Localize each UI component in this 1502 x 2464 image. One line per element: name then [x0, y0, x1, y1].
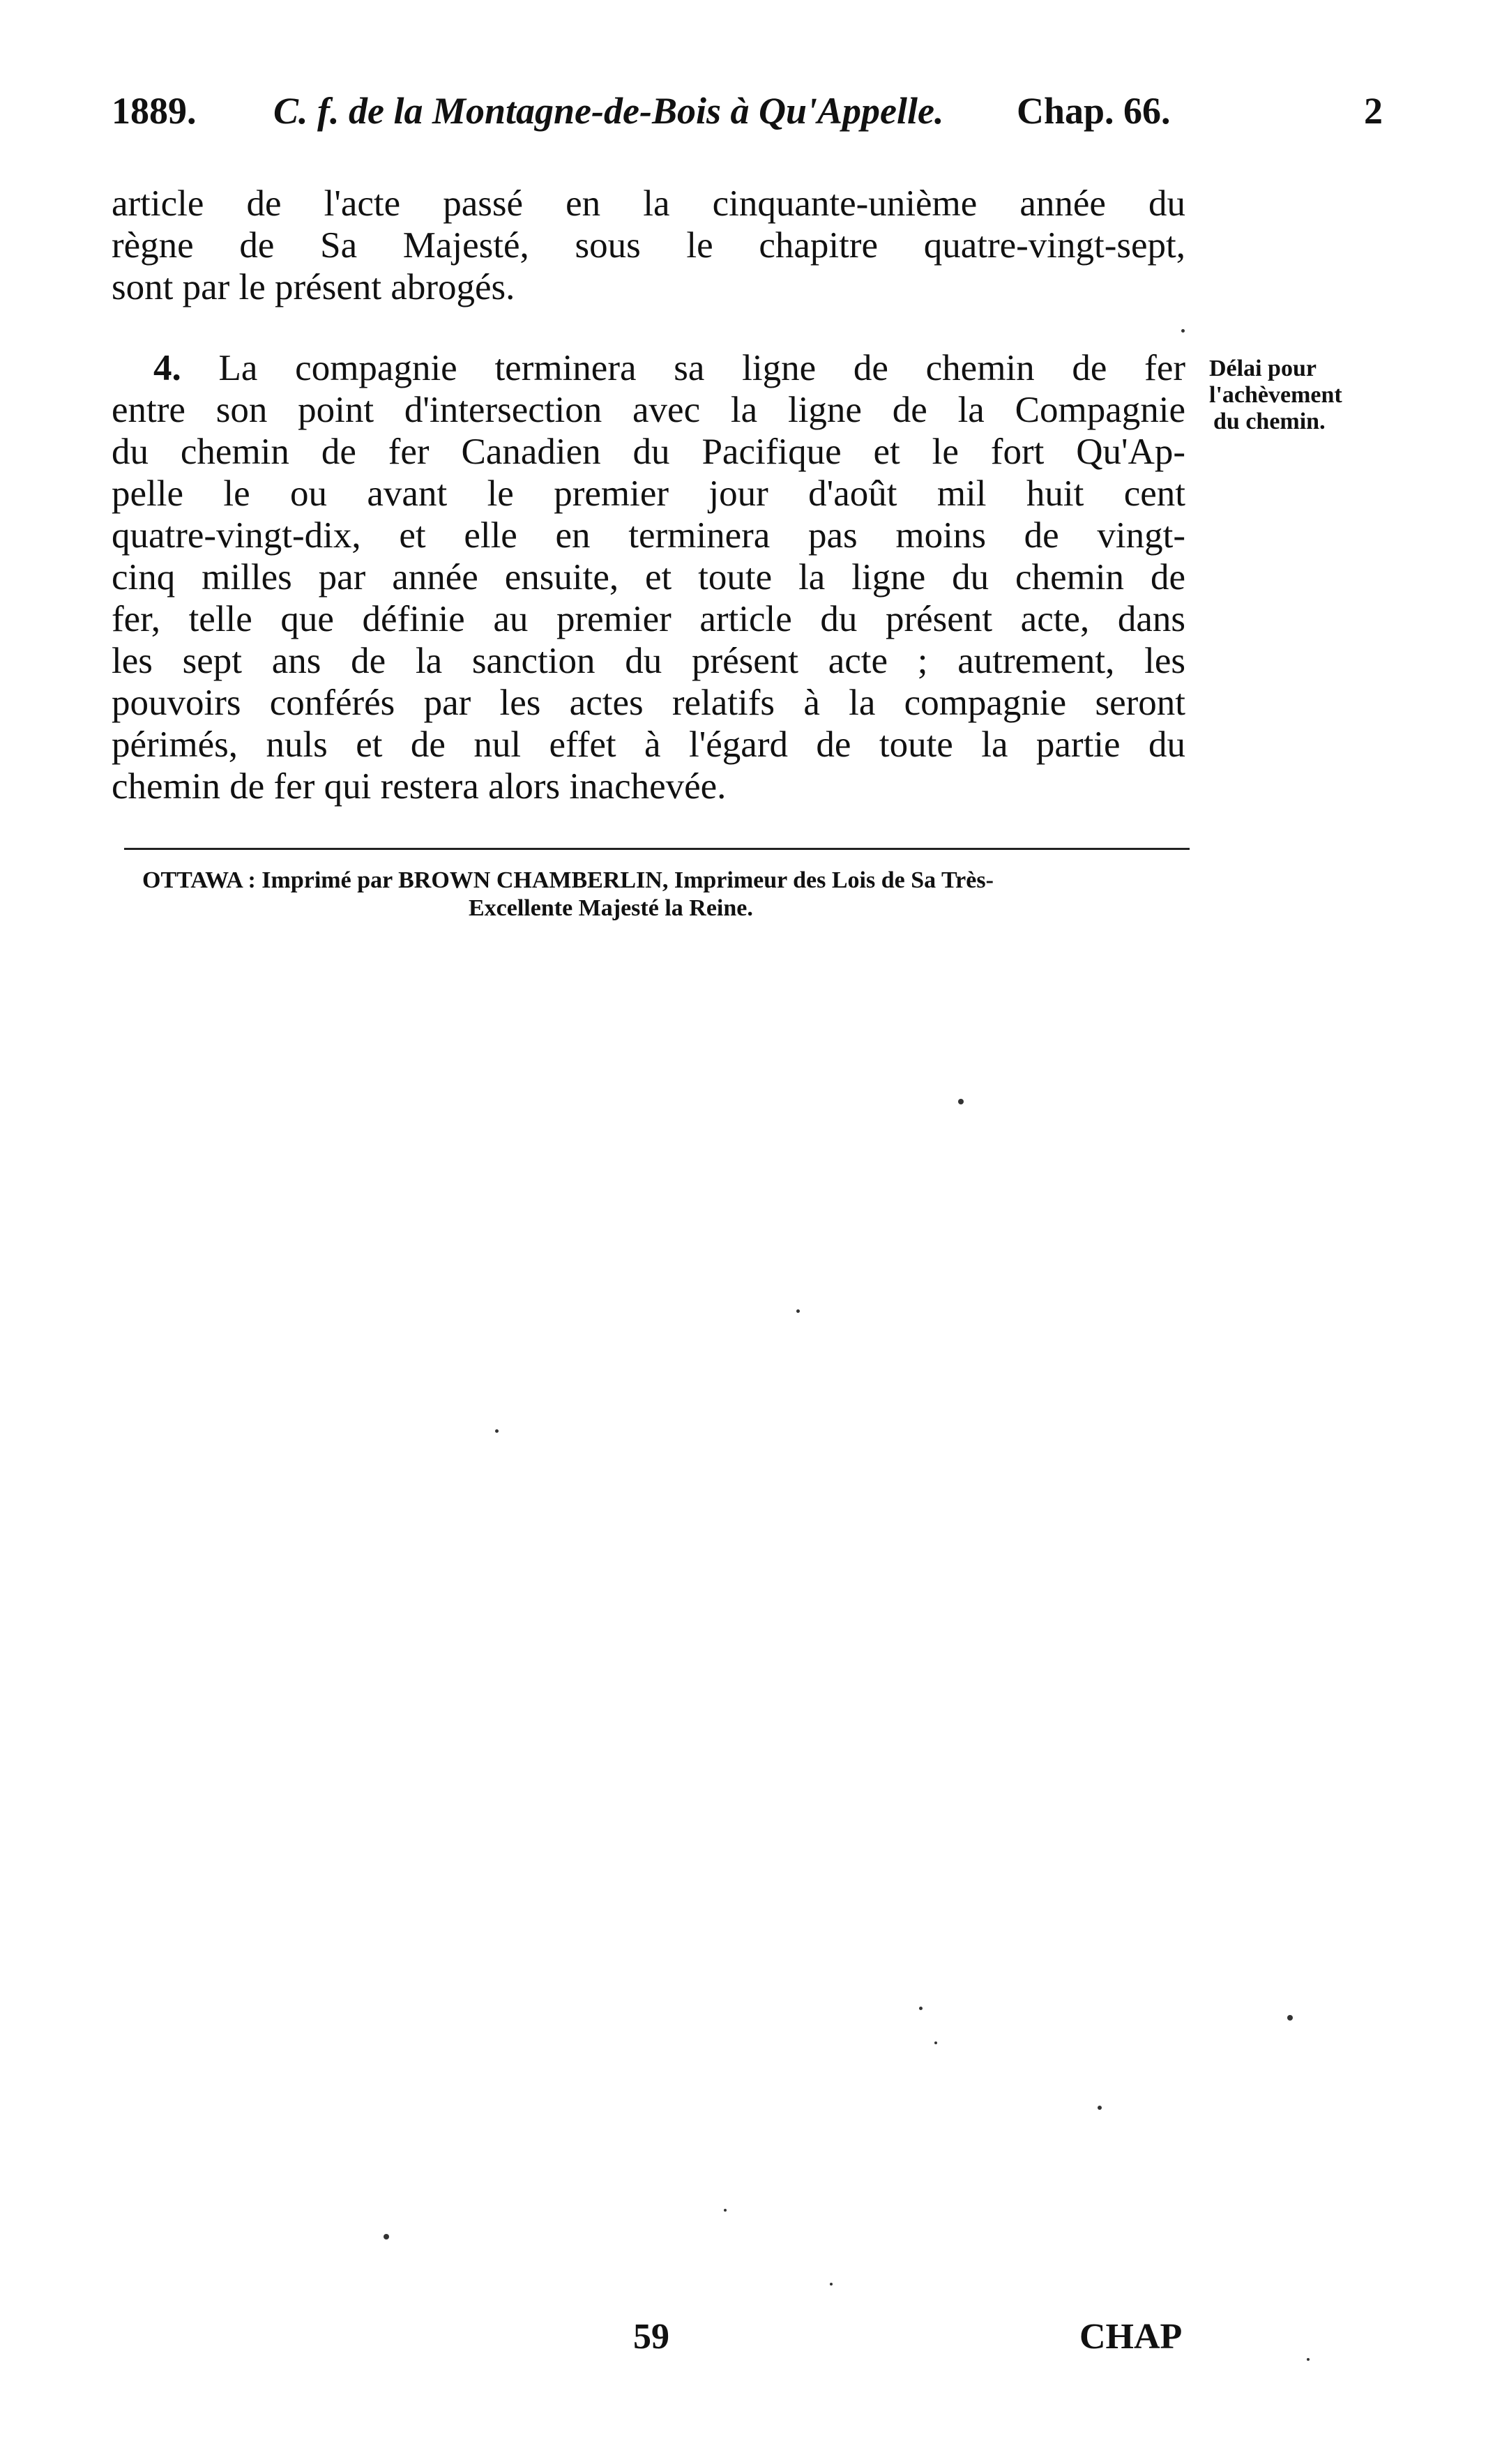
scan-speck [958, 1099, 964, 1104]
scan-speck [830, 2283, 833, 2286]
header-title: C. f. de la Montagne-de-Bois à Qu'Appelle. [273, 90, 944, 132]
body-line: article de l'acte passé en la cinquante-unième année du [112, 183, 1185, 224]
imprint-line: OTTAWA : Imprimé par BROWN CHAMBERLIN, Imprimeur des Lois de Sa Très- [142, 867, 994, 893]
body-line: cinq milles par année ensuite, et toute la ligne du chemin de [112, 557, 1185, 598]
body-line: pelle le ou avant le premier jour d'août mil huit cent [112, 473, 1185, 514]
body-line: périmés, nuls et de nul effet à l'égard de toute la partie du [112, 724, 1185, 765]
scan-speck [495, 1429, 499, 1433]
scan-speck [1098, 2106, 1102, 2110]
section-text: La compagnie terminera sa ligne de chemin de fer [218, 348, 1186, 388]
section-number: 4. [153, 348, 181, 388]
signature-mark: 59 [633, 2317, 669, 2357]
header-chapter: Chap. 66. [1017, 90, 1171, 132]
body-line: chemin de fer qui restera alors inachevée. [112, 766, 727, 807]
imprint-line: Excellente Majesté la Reine. [469, 895, 753, 921]
scan-speck [796, 1309, 800, 1313]
margin-note-line: du chemin. [1213, 409, 1326, 434]
scan-speck [919, 2007, 923, 2010]
margin-note-line: Délai pour [1209, 356, 1317, 381]
scan-speck [934, 2041, 937, 2044]
scan-speck [1181, 329, 1185, 333]
section-first-line [153, 347, 1185, 389]
header-year: 1889. [112, 90, 197, 132]
scan-speck [724, 2209, 727, 2212]
margin-note-line: l'achèvement [1209, 382, 1342, 408]
body-line: sont par le présent abrogés. [112, 267, 515, 307]
horizontal-rule [124, 848, 1190, 850]
body-line: fer, telle que définie au premier article du présent acte, dans [112, 599, 1185, 639]
scan-speck [1307, 2358, 1310, 2361]
scan-speck [1287, 2015, 1293, 2021]
body-line: du chemin de fer Canadien du Pacifique et le fort Qu'Ap- [112, 432, 1185, 472]
catchword: CHAP [1079, 2317, 1183, 2357]
body-line: les sept ans de la sanction du présent acte ; autrement, les [112, 641, 1185, 681]
body-line: règne de Sa Majesté, sous le chapitre quatre-vingt-sept, [112, 225, 1185, 266]
body-line: quatre-vingt-dix, et elle en terminera pas moins de vingt- [112, 515, 1185, 556]
page-number: 2 [1364, 90, 1383, 132]
body-line: entre son point d'intersection avec la ligne de la Compagnie [112, 390, 1185, 430]
scan-speck [384, 2234, 389, 2239]
body-line: pouvoirs conférés par les actes relatifs à la compagnie seront [112, 683, 1185, 723]
